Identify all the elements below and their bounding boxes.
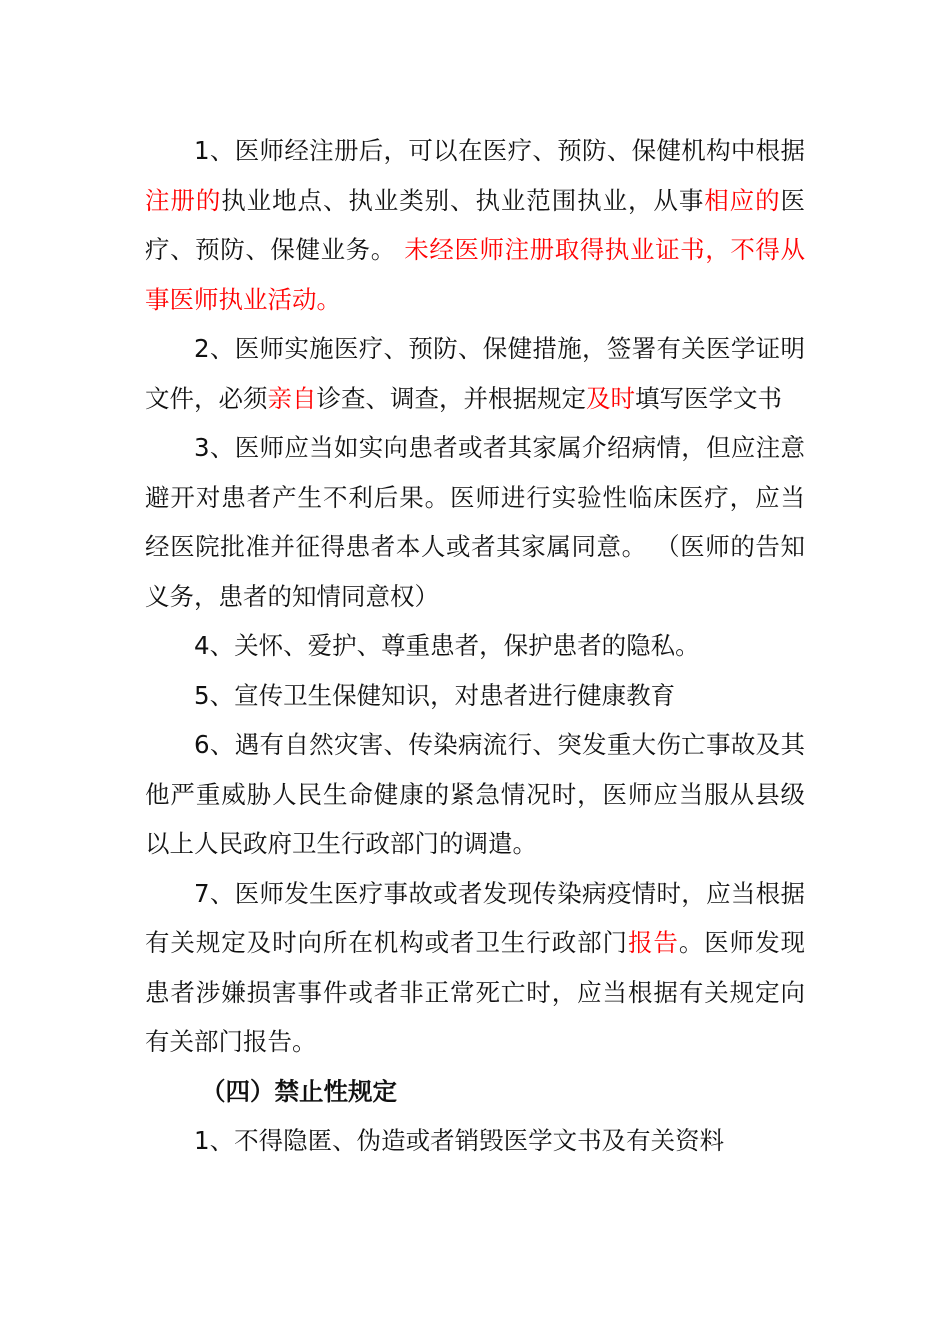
section-heading: （四）禁止性规定 [201, 1076, 397, 1106]
highlighted-text: 未经医师注册取得执业证书，不得从事医师执业活动。 [145, 235, 806, 314]
text-segment: 医疗、预防、保健业务。 [145, 185, 806, 264]
paragraph-5 [145, 671, 805, 721]
highlighted-text: 及时 [586, 383, 635, 413]
paragraph-2 [145, 324, 805, 423]
text-segment: 3、医师应当如实向患者或者其家属介绍病情，但应注意避开对患者产生不利后果。医师进行实验性临床医疗，应当经医院批准并征得患者本人或者其家属同意。 （医师的告知义务，患者的知情同意权） [145, 433, 805, 611]
text-segment: 2、医师实施医疗、预防、保健措施，签署有关医学证明文件，必须 [145, 334, 805, 413]
paragraph-7 [145, 869, 805, 1067]
paragraph-1 [145, 126, 805, 324]
text-segment: 。医师发现患者涉嫌损害事件或者非正常死亡时，应当根据有关规定向有关部门报告。 [145, 928, 806, 1056]
highlighted-text: 亲自 [267, 383, 317, 413]
text-segment: 7、医师发生医疗事故或者发现传染病疫情时，应当根据有关规定及时向所在机构或者卫生行政部门 [145, 878, 805, 957]
text-segment: 4、关怀、爱护、尊重患者，保护患者的隐私。 [194, 631, 700, 660]
paragraph-8: 1、不得隐匿、伪造或者销毁医学文书及有关资料 [194, 1126, 725, 1155]
text-segment: 诊查、调查，并根据规定 [316, 383, 586, 413]
highlighted-text: 注册的 [145, 185, 222, 215]
highlighted-text: 报告 [627, 928, 679, 957]
text-segment: 5、宣传卫生保健知识，对患者进行健康教育 [194, 680, 676, 710]
text-segment: 1、医师经注册后，可以在医疗、预防、保健机构中根据 [194, 136, 805, 165]
text-segment: 填写医学文书 [635, 383, 782, 413]
paragraph-6 [145, 720, 805, 869]
text-segment: 执业地点、执业类别、执业范围执业，从事 [221, 185, 705, 215]
paragraph-4 [145, 621, 805, 671]
document-page [145, 126, 805, 1166]
paragraph-3 [145, 423, 805, 621]
highlighted-text: 相应的 [704, 185, 781, 215]
text-segment: 6、遇有自然灾害、传染病流行、突发重大伤亡事故及其他严重威胁人民生命健康的紧急情况时，医师应当服从县级以上人民政府卫生行政部门的调遣。 [145, 730, 805, 858]
